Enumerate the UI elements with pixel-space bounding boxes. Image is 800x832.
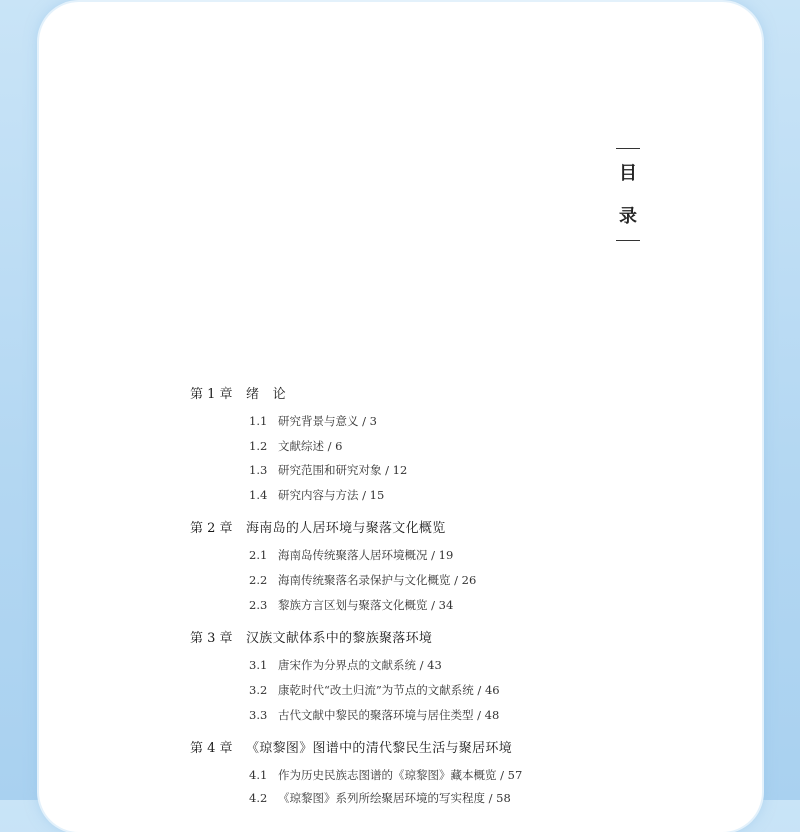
chapter-2-heading: [190, 517, 446, 536]
section-title: 古代文献中黎民的聚落环境与居住类型 / 48: [278, 708, 500, 722]
chapter-title: 海南岛的人居环境与聚落文化概览: [246, 521, 446, 536]
toc-entry: [249, 438, 343, 454]
heading-bottom-rule: [616, 240, 640, 241]
section-number: 1.2: [249, 439, 268, 453]
toc-entry: [249, 707, 499, 723]
heading-top-rule: [616, 148, 640, 149]
toc-entry: [249, 547, 453, 563]
section-number: 2.1: [249, 548, 268, 562]
section-title: 研究范围和研究对象 / 12: [278, 463, 408, 477]
chapter-title: 汉族文献体系中的黎族聚落环境: [246, 631, 433, 646]
section-number: 2.3: [249, 598, 268, 612]
section-title: 海南岛传统聚落人居环境概况 / 19: [278, 548, 454, 562]
toc-entry: [249, 767, 522, 783]
section-number: 4.1: [249, 768, 268, 782]
toc-heading-char-2: 录: [619, 206, 637, 227]
toc-entry: [249, 413, 377, 429]
chapter-label: 第 2 章: [190, 521, 233, 536]
toc-entry: [249, 682, 500, 698]
chapter-4-heading: [190, 737, 512, 756]
section-title: 研究内容与方法 / 15: [278, 488, 385, 502]
section-number: 4.2: [249, 791, 268, 805]
toc-entry: [249, 572, 476, 588]
section-title: 文献综述 / 6: [278, 439, 343, 453]
toc-entry: [249, 657, 442, 673]
section-number: 1.1: [249, 414, 268, 428]
section-title: 海南传统聚落名录保护与文化概览 / 26: [278, 573, 477, 587]
section-number: 1.3: [249, 463, 268, 477]
toc-entry: [249, 790, 511, 806]
chapter-3-heading: [190, 627, 432, 646]
section-title: 研究背景与意义 / 3: [278, 414, 378, 428]
section-title: 《琼黎图》系列所绘聚居环境的写实程度 / 58: [278, 791, 511, 805]
chapter-label: 第 4 章: [190, 741, 233, 756]
toc-heading: [615, 148, 641, 241]
section-title: 唐宋作为分界点的文献系统 / 43: [278, 658, 442, 672]
section-number: 3.1: [249, 658, 268, 672]
section-number: 3.2: [249, 683, 268, 697]
chapter-label: 第 3 章: [190, 631, 233, 646]
section-number: 1.4: [249, 488, 268, 502]
toc-entry: [249, 487, 384, 503]
chapter-1-heading: [190, 383, 286, 402]
section-number: 3.3: [249, 708, 268, 722]
section-title: 作为历史民族志图谱的《琼黎图》藏本概览 / 57: [278, 768, 523, 782]
section-title: 黎族方言区划与聚落文化概览 / 34: [278, 598, 454, 612]
chapter-title: 绪 论: [246, 387, 286, 402]
chapter-title: 《琼黎图》图谱中的清代黎民生活与聚居环境: [246, 741, 513, 756]
toc-entry: [249, 597, 453, 613]
toc-heading-char-1: 目: [619, 163, 637, 184]
chapter-label: 第 1 章: [190, 387, 233, 402]
section-number: 2.2: [249, 573, 268, 587]
toc-entry: [249, 462, 407, 478]
section-title: 康乾时代“改土归流”为节点的文献系统 / 46: [278, 683, 500, 697]
